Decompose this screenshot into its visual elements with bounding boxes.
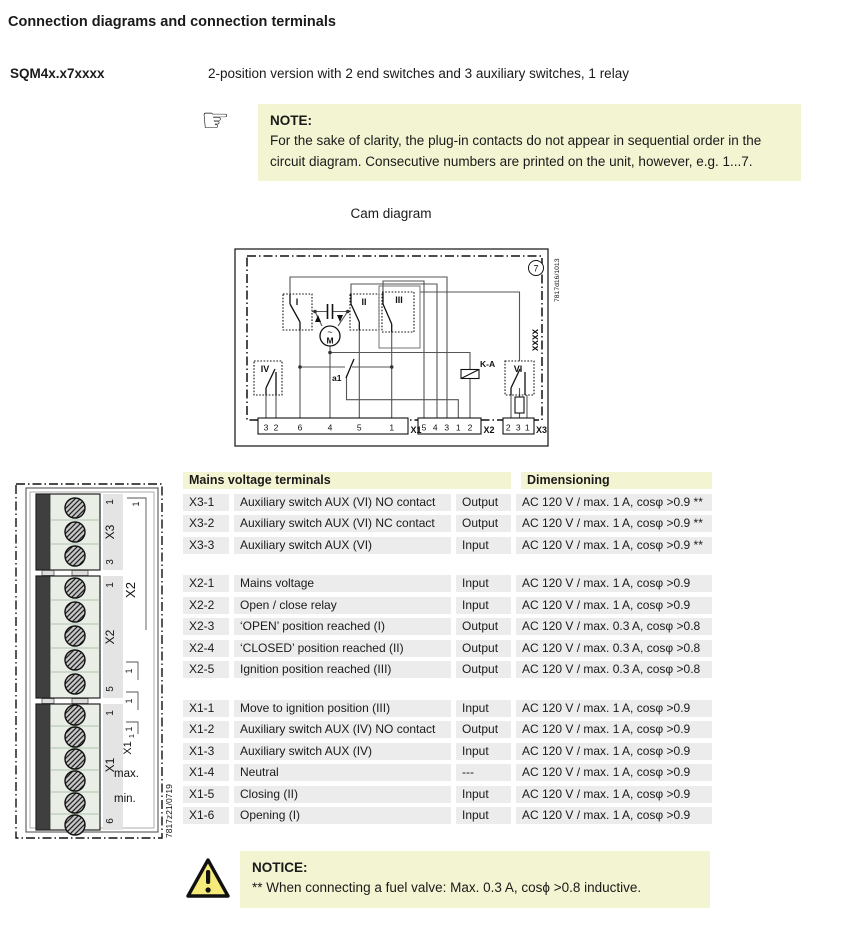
svg-text:1: 1 bbox=[389, 422, 395, 433]
x3-bar-last: 3 bbox=[105, 559, 116, 565]
notice-box bbox=[240, 851, 710, 908]
direction-cell: Output bbox=[456, 721, 511, 738]
dimensioning-cell: AC 120 V / max. 1 A, cosφ >0.9 bbox=[516, 721, 712, 738]
direction-cell: Output bbox=[456, 494, 511, 511]
dimensioning-cell: AC 120 V / max. 1 A, cosφ >0.9 bbox=[516, 575, 712, 592]
table-row bbox=[183, 515, 712, 532]
direction-cell: Output bbox=[456, 640, 511, 657]
direction-cell: --- bbox=[456, 764, 511, 781]
direction-cell: Input bbox=[456, 807, 511, 824]
x3-bar-label: X3 bbox=[103, 524, 117, 540]
terminal-block-x3 bbox=[36, 494, 100, 570]
bracket-x2-one: 1 bbox=[131, 501, 141, 507]
dimensioning-cell: AC 120 V / max. 1 A, cosφ >0.9 bbox=[516, 700, 712, 717]
description-cell: Open / close relay bbox=[234, 597, 451, 614]
description-cell: Auxiliary switch AUX (VI) NC contact bbox=[234, 515, 451, 532]
terminal-cell: X3-3 bbox=[183, 537, 229, 554]
terminal-cell: X1-3 bbox=[183, 743, 229, 760]
cam-reference-number: 7817d16/1013 bbox=[554, 258, 561, 302]
cam-diagram bbox=[234, 248, 574, 450]
terminal-cell: X1-4 bbox=[183, 764, 229, 781]
model-name: SQM4x.x7xxxx bbox=[10, 66, 105, 81]
svg-text:2: 2 bbox=[273, 422, 279, 433]
x1-bar-first: 1 bbox=[105, 710, 116, 716]
warning-triangle-icon bbox=[185, 855, 231, 903]
terminal-cell: X3-1 bbox=[183, 494, 229, 511]
table-row bbox=[183, 640, 712, 657]
relay-label: K-A bbox=[480, 359, 496, 369]
direction-cell: Input bbox=[456, 700, 511, 717]
x2-bar-first: 1 bbox=[105, 582, 116, 588]
dimensioning-cell: AC 120 V / max. 1 A, cosφ >0.9 ** bbox=[516, 515, 712, 532]
dimensioning-cell: AC 120 V / max. 0.3 A, cosφ >0.8 bbox=[516, 640, 712, 657]
bracket-x1-sub: 1 bbox=[127, 733, 136, 739]
description-cell: Auxiliary switch AUX (IV) bbox=[234, 743, 451, 760]
description-cell: Auxiliary switch AUX (VI) NO contact bbox=[234, 494, 451, 511]
x3-bar-first: 1 bbox=[105, 499, 116, 505]
direction-cell: Input bbox=[456, 537, 511, 554]
direction-cell: Output bbox=[456, 618, 511, 635]
svg-text:5: 5 bbox=[356, 422, 362, 433]
svg-text:2: 2 bbox=[505, 422, 511, 433]
bracket-x2-label: X2 bbox=[123, 582, 138, 598]
table-row bbox=[183, 575, 712, 592]
table-header-row bbox=[183, 472, 712, 489]
terminal-block-x1 bbox=[36, 704, 100, 835]
switch6-label: VI bbox=[513, 364, 523, 374]
bracket-one-3: 1 bbox=[124, 726, 134, 732]
cam-xxxx-label: xxxx bbox=[530, 328, 541, 352]
switch2-label: II bbox=[361, 297, 367, 307]
switch1-label: I bbox=[295, 297, 299, 307]
dimensioning-cell: AC 120 V / max. 1 A, cosφ >0.9 bbox=[516, 764, 712, 781]
description-cell: Move to ignition position (III) bbox=[234, 700, 451, 717]
svg-text:3: 3 bbox=[444, 422, 450, 433]
screw-icons-x3 bbox=[65, 498, 85, 566]
svg-text:4: 4 bbox=[327, 422, 333, 433]
table-row bbox=[183, 721, 712, 738]
motor-tilde: ~ bbox=[327, 327, 333, 337]
table-row bbox=[183, 700, 712, 717]
connector-reference-number: 7817z21/0719 bbox=[164, 784, 174, 838]
svg-text:1: 1 bbox=[524, 422, 530, 433]
terminal-cell: X1-2 bbox=[183, 721, 229, 738]
terminal-cell: X3-2 bbox=[183, 515, 229, 532]
terminal-connector-drawing bbox=[2, 482, 180, 842]
motor-label: M bbox=[326, 335, 334, 346]
terminal-cell: X1-6 bbox=[183, 807, 229, 824]
svg-text:2: 2 bbox=[467, 422, 473, 433]
dimensioning-cell: AC 120 V / max. 1 A, cosφ >0.9 bbox=[516, 597, 712, 614]
terminal-cell: X2-3 bbox=[183, 618, 229, 635]
description-cell: Closing (II) bbox=[234, 786, 451, 803]
table-header-right: Dimensioning bbox=[521, 472, 712, 489]
page-title: Connection diagrams and connection terminals bbox=[8, 14, 336, 30]
table-row bbox=[183, 661, 712, 678]
dimensioning-cell: AC 120 V / max. 1 A, cosφ >0.9 ** bbox=[516, 494, 712, 511]
terminal-cell: X2-5 bbox=[183, 661, 229, 678]
x1-bar-last: 6 bbox=[105, 818, 116, 824]
note-box bbox=[258, 104, 801, 181]
table-row bbox=[183, 537, 712, 554]
notice-title: NOTICE: bbox=[252, 860, 308, 875]
dimensioning-cell: AC 120 V / max. 1 A, cosφ >0.9 ** bbox=[516, 537, 712, 554]
note-title: NOTE: bbox=[270, 113, 312, 128]
x1-bar-label: X1 bbox=[103, 757, 117, 773]
x3-strip-numbers bbox=[506, 423, 530, 433]
description-cell: Mains voltage bbox=[234, 575, 451, 592]
svg-text:4: 4 bbox=[432, 422, 438, 433]
cam-diagram-title: Cam diagram bbox=[350, 206, 432, 221]
bracket-x1-label: X1 bbox=[122, 741, 134, 755]
dimensioning-cell: AC 120 V / max. 0.3 A, cosφ >0.8 bbox=[516, 618, 712, 635]
direction-cell: Output bbox=[456, 515, 511, 532]
direction-cell: Input bbox=[456, 575, 511, 592]
resistor-symbol bbox=[515, 397, 524, 413]
switch4-label: IV bbox=[260, 364, 270, 374]
hand-pointer-icon: ☞ bbox=[201, 102, 230, 138]
svg-text:6: 6 bbox=[297, 422, 303, 433]
table-row bbox=[183, 494, 712, 511]
direction-cell: Input bbox=[456, 597, 511, 614]
terminal-table bbox=[183, 472, 712, 829]
max-label: max. bbox=[114, 768, 139, 780]
terminal-cell: X1-1 bbox=[183, 700, 229, 717]
motor-symbol bbox=[320, 326, 340, 346]
description-cell: Auxiliary switch AUX (VI) bbox=[234, 537, 451, 554]
table-row bbox=[183, 597, 712, 614]
table-row bbox=[183, 743, 712, 760]
dimensioning-cell: AC 120 V / max. 1 A, cosφ >0.9 bbox=[516, 807, 712, 824]
description-cell: Opening (I) bbox=[234, 807, 451, 824]
notice-body: ** When connecting a fuel valve: Max. 0.3 A, cosϕ >0.8 inductive. bbox=[252, 880, 642, 896]
table-header-left: Mains voltage terminals bbox=[183, 472, 511, 489]
description-cell: ‘CLOSED’ position reached (II) bbox=[234, 640, 451, 657]
terminal-block-x2 bbox=[36, 576, 100, 698]
x1-strip-label: X1 bbox=[410, 425, 422, 435]
svg-text:3: 3 bbox=[263, 422, 269, 433]
a1-label: a1 bbox=[332, 373, 342, 383]
terminal-cell: X2-4 bbox=[183, 640, 229, 657]
cam-badge bbox=[529, 261, 544, 276]
svg-text:1: 1 bbox=[455, 422, 461, 433]
min-label: min. bbox=[114, 793, 136, 805]
terminal-cell: X2-1 bbox=[183, 575, 229, 592]
description-cell: Neutral bbox=[234, 764, 451, 781]
table-row bbox=[183, 807, 712, 824]
table-row bbox=[183, 786, 712, 803]
bracket-one-2: 1 bbox=[124, 698, 134, 704]
dimensioning-cell: AC 120 V / max. 1 A, cosφ >0.9 bbox=[516, 743, 712, 760]
terminal-cell: X2-2 bbox=[183, 597, 229, 614]
x2-strip-label: X2 bbox=[483, 425, 495, 435]
svg-text:3: 3 bbox=[515, 422, 521, 433]
note-body: For the sake of clarity, the plug-in contacts do not appear in sequential order in the circuit diagram. Consecutive numbers are printed on the unit, however, e.g. 1...7. bbox=[270, 133, 762, 169]
x2-bar-label: X2 bbox=[103, 629, 117, 645]
table-row bbox=[183, 764, 712, 781]
relay-symbol bbox=[461, 370, 479, 379]
svg-text:5: 5 bbox=[421, 422, 427, 433]
dimensioning-cell: AC 120 V / max. 1 A, cosφ >0.9 bbox=[516, 786, 712, 803]
description-cell: Ignition position reached (III) bbox=[234, 661, 451, 678]
direction-cell: Output bbox=[456, 661, 511, 678]
direction-cell: Input bbox=[456, 786, 511, 803]
model-description: 2-position version with 2 end switches and 3 auxiliary switches, 1 relay bbox=[208, 66, 629, 81]
x3-strip-label: X3 bbox=[536, 425, 548, 435]
terminal-cell: X1-5 bbox=[183, 786, 229, 803]
x2-bar-last: 5 bbox=[105, 686, 116, 692]
bracket-one-1: 1 bbox=[124, 668, 134, 674]
description-cell: ‘OPEN’ position reached (I) bbox=[234, 618, 451, 635]
screw-icons-x2 bbox=[65, 578, 85, 694]
cam-badge-number: 7 bbox=[533, 263, 539, 274]
direction-cell: Input bbox=[456, 743, 511, 760]
dimensioning-cell: AC 120 V / max. 0.3 A, cosφ >0.8 bbox=[516, 661, 712, 678]
description-cell: Auxiliary switch AUX (IV) NO contact bbox=[234, 721, 451, 738]
table-row bbox=[183, 618, 712, 635]
switch3-label: III bbox=[395, 295, 403, 305]
